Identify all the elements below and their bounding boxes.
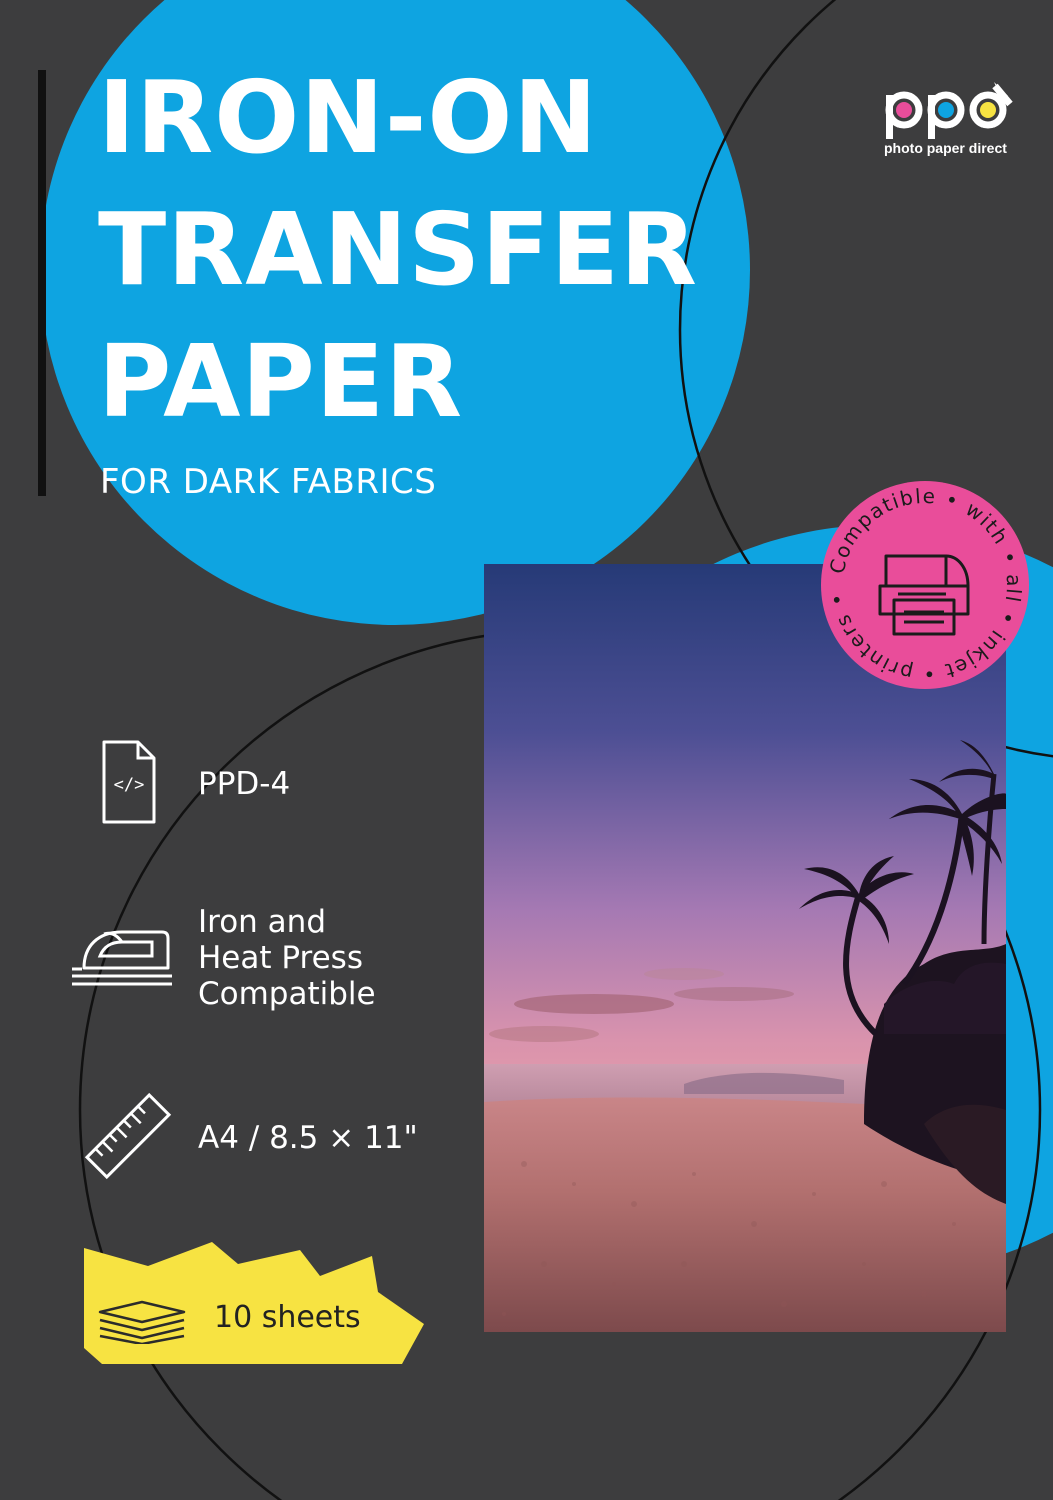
badge-text: Compatible • with • all • inkjet • printers • — [824, 483, 1027, 687]
iron-icon — [70, 922, 174, 990]
iron-compat-line-3: Compatible — [198, 976, 376, 1012]
subtitle: FOR DARK FABRICS — [100, 462, 437, 502]
product-code: PPD-4 — [198, 766, 291, 802]
brand-tagline: photo paper direct — [884, 140, 1007, 156]
paper-size: A4 / 8.5 × 11" — [198, 1120, 418, 1156]
sheet-count: 10 sheets — [214, 1300, 361, 1335]
title-line-1: IRON-ON — [98, 59, 599, 176]
ppd-logo-icon — [880, 78, 1030, 148]
compatibility-badge — [818, 478, 1032, 692]
title-accent-bar — [38, 70, 46, 496]
iron-compat-line-2: Heat Press — [198, 940, 363, 976]
paper-stack-icon — [96, 1300, 188, 1344]
title-line-3: PAPER — [98, 323, 464, 440]
iron-compat-line-1: Iron and — [198, 904, 326, 940]
code-file-icon — [100, 738, 158, 826]
svg-text:</>: </> — [113, 775, 145, 795]
ruler-icon — [80, 1092, 176, 1180]
title-line-2: TRANSFER — [98, 191, 698, 308]
